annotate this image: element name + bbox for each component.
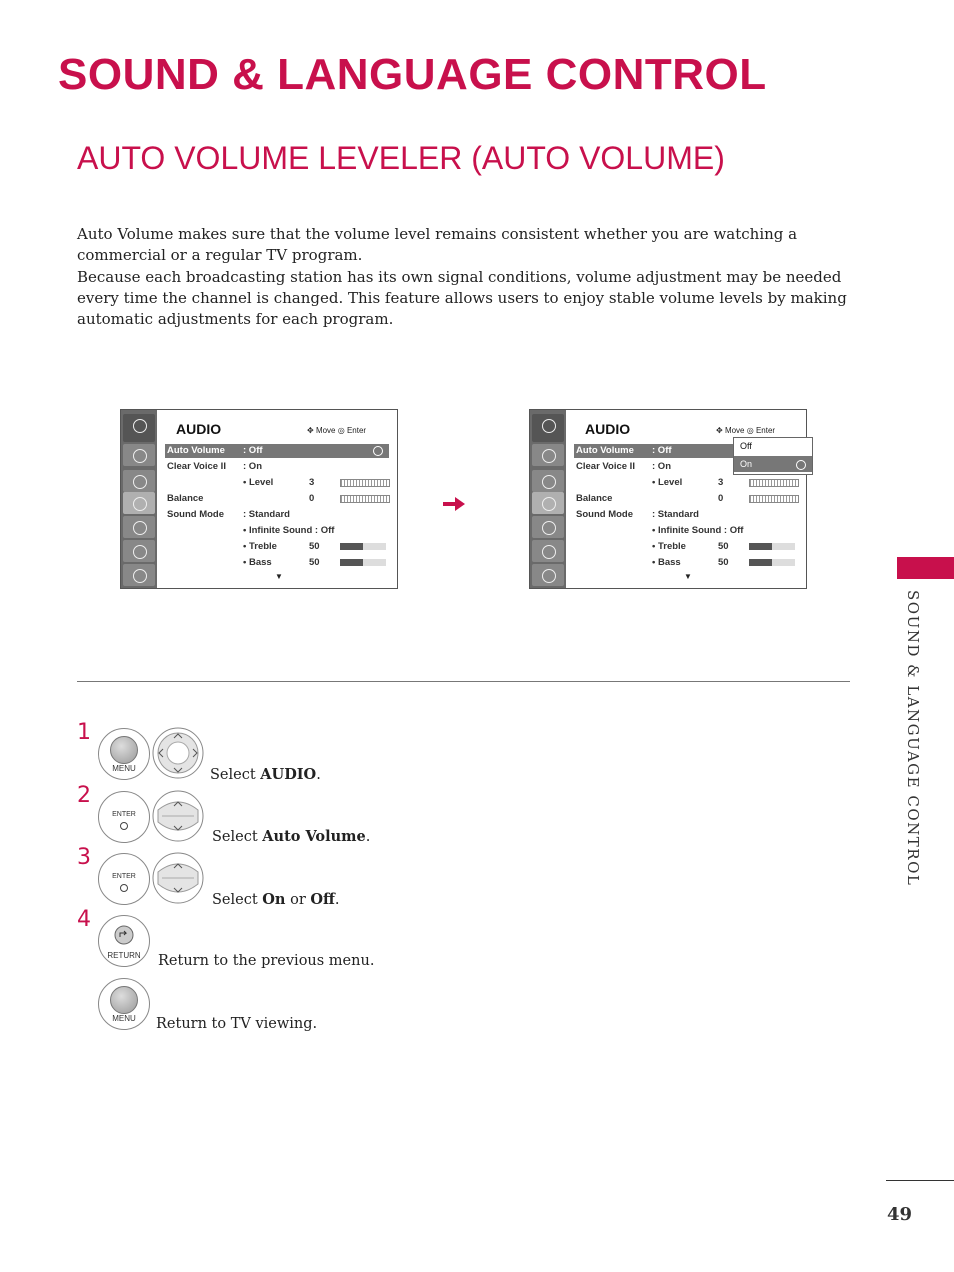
page-number-rule bbox=[886, 1180, 954, 1181]
auto-volume-row[interactable]: Auto Volume : Off bbox=[574, 444, 798, 458]
auto-volume-row[interactable]: Auto Volume : Off bbox=[165, 444, 389, 458]
enter-button[interactable]: ENTER bbox=[98, 853, 150, 905]
balance-scale bbox=[749, 495, 799, 503]
option-icon bbox=[532, 564, 564, 586]
step-number: 4 bbox=[77, 907, 91, 932]
level-scale bbox=[340, 479, 390, 487]
scroll-down-icon: ▼ bbox=[275, 572, 283, 581]
step-1-instruction: Select AUDIO. bbox=[210, 766, 321, 783]
audio-menu-title: AUDIO bbox=[176, 421, 222, 437]
nav-hint bbox=[307, 426, 366, 435]
return-icon bbox=[114, 925, 134, 945]
up-down-button-icon[interactable] bbox=[152, 852, 204, 904]
audio-icon[interactable] bbox=[123, 492, 155, 514]
auto-volume-popup bbox=[733, 437, 813, 475]
step-number: 3 bbox=[77, 845, 91, 870]
detail-paragraph: Because each broadcasting station has its own signal conditions, volume adjustment may be needed every time the channel is changed. This feature allows users to enjoy stable volume levels by making automatic adjustments for each program. bbox=[77, 268, 847, 328]
infinite-sound-row[interactable]: • Infinite Sound : Off bbox=[243, 525, 335, 536]
sound-mode-row[interactable]: Sound Mode : Standard bbox=[576, 509, 699, 520]
level-row[interactable]: • Level 3 bbox=[165, 476, 389, 490]
move-icon: ✥ bbox=[307, 426, 314, 435]
step-number: 2 bbox=[77, 783, 91, 808]
bass-bar bbox=[749, 559, 795, 566]
move-icon: ✥ bbox=[716, 426, 723, 435]
step-5-instruction: Return to TV viewing. bbox=[156, 1016, 318, 1032]
select-indicator-icon bbox=[796, 460, 806, 470]
audio-menu-screen bbox=[120, 409, 398, 589]
return-button[interactable]: RETURN bbox=[98, 915, 150, 967]
lock-icon bbox=[123, 540, 155, 562]
nav-hint bbox=[716, 426, 775, 435]
time-icon bbox=[123, 516, 155, 538]
audio-menu-title: AUDIO bbox=[585, 421, 631, 437]
speaker-icon bbox=[532, 414, 564, 442]
option-icon bbox=[123, 564, 155, 586]
balance-row[interactable]: Balance 0 bbox=[574, 492, 798, 506]
treble-bar bbox=[749, 543, 795, 550]
treble-row[interactable]: • Treble 50 bbox=[165, 540, 389, 554]
menu-button[interactable]: MENU bbox=[98, 978, 150, 1030]
move-hint: Move bbox=[724, 426, 745, 435]
treble-row[interactable]: • Treble 50 bbox=[574, 540, 798, 554]
channel-icon bbox=[123, 444, 155, 466]
scroll-down-icon: ▼ bbox=[684, 572, 692, 581]
menu-button[interactable]: MENU bbox=[98, 728, 150, 780]
enter-icon: ◎ bbox=[746, 426, 754, 435]
balance-row[interactable]: Balance 0 bbox=[165, 492, 389, 506]
bass-row[interactable]: • Bass 50 bbox=[165, 556, 389, 570]
navigation-pad-icon[interactable] bbox=[152, 727, 204, 779]
up-down-button-icon[interactable] bbox=[152, 790, 204, 842]
step-3-instruction: Select On or Off. bbox=[212, 891, 340, 908]
popup-option-off[interactable]: Off bbox=[740, 441, 752, 451]
audio-icon[interactable] bbox=[532, 492, 564, 514]
balance-scale bbox=[340, 495, 390, 503]
menu-icon-column bbox=[121, 410, 157, 588]
audio-menu-screen-popup bbox=[529, 409, 807, 589]
menu-icon-column bbox=[530, 410, 566, 588]
picture-icon bbox=[123, 470, 155, 492]
enter-hint: Enter bbox=[346, 426, 367, 435]
speaker-icon bbox=[123, 414, 155, 442]
section-title: AUTO VOLUME LEVELER (AUTO VOLUME) bbox=[77, 140, 725, 176]
page-number: 49 bbox=[887, 1204, 913, 1225]
bass-bar bbox=[340, 559, 386, 566]
step-4-instruction: Return to the previous menu. bbox=[158, 953, 375, 969]
enter-icon: ◎ bbox=[337, 426, 345, 435]
enter-hint: Enter bbox=[755, 426, 776, 435]
clear-voice-row[interactable]: Clear Voice II : On bbox=[576, 461, 671, 472]
select-indicator-icon bbox=[373, 446, 383, 456]
side-tab bbox=[897, 557, 954, 579]
level-scale bbox=[749, 479, 799, 487]
move-hint: Move bbox=[315, 426, 336, 435]
intro-paragraph: Auto Volume makes sure that the volume level remains consistent whether you are watching a commercial or a regular TV program. bbox=[77, 225, 798, 264]
step-number: 1 bbox=[77, 720, 91, 745]
step-2-instruction: Select Auto Volume. bbox=[212, 828, 371, 845]
lock-icon bbox=[532, 540, 564, 562]
time-icon bbox=[532, 516, 564, 538]
divider bbox=[77, 681, 850, 682]
level-row[interactable]: • Level 3 bbox=[574, 476, 798, 490]
sound-mode-row[interactable]: Sound Mode : Standard bbox=[167, 509, 290, 520]
side-section-label: SOUND & LANGUAGE CONTROL bbox=[904, 590, 922, 887]
enter-button[interactable]: ENTER bbox=[98, 791, 150, 843]
popup-option-on[interactable]: On bbox=[734, 456, 812, 472]
treble-bar bbox=[340, 543, 386, 550]
picture-icon bbox=[532, 470, 564, 492]
bass-row[interactable]: • Bass 50 bbox=[574, 556, 798, 570]
page-title: SOUND & LANGUAGE CONTROL bbox=[58, 50, 767, 99]
clear-voice-row[interactable]: Clear Voice II : On bbox=[167, 461, 262, 472]
infinite-sound-row[interactable]: • Infinite Sound : Off bbox=[652, 525, 744, 536]
arrow-right-icon bbox=[443, 496, 465, 515]
channel-icon bbox=[532, 444, 564, 466]
